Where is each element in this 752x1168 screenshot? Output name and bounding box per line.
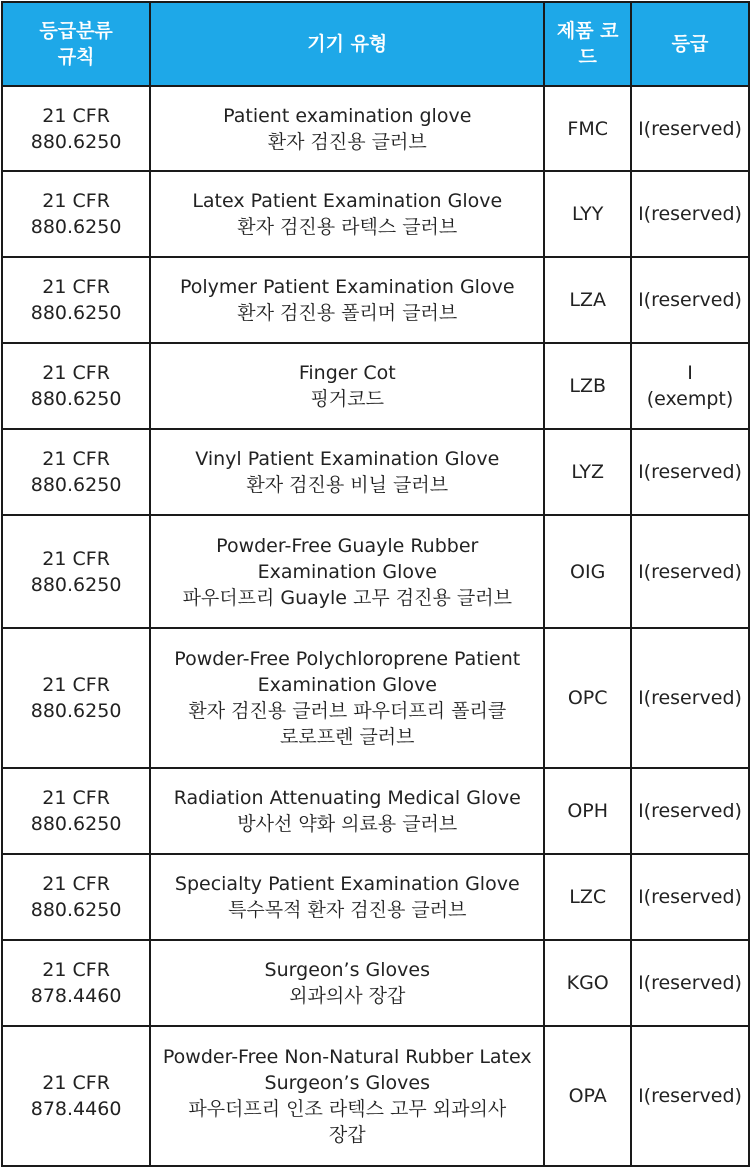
table-row	[2, 257, 749, 343]
device-type-english: Latex Patient Examination Glove	[192, 190, 503, 212]
device-class-cell: I(reserved)	[631, 1026, 749, 1166]
device-type-cell	[150, 1026, 544, 1166]
rule-cell: 21 CFR 880.6250	[2, 515, 150, 628]
product-code-cell: LZC	[544, 854, 631, 940]
glove-classification-table	[1, 1, 750, 1167]
device-type-korean: 파우더프리 Guayle 고무 검진용 글러브	[182, 586, 512, 609]
device-class-cell: I(reserved)	[631, 768, 749, 854]
rule-cell: 21 CFR 880.6250	[2, 628, 150, 768]
device-type-english: Vinyl Patient Examination Glove	[195, 448, 500, 470]
header-class	[631, 2, 749, 86]
product-code-cell: LYY	[544, 171, 631, 257]
product-code-cell: OIG	[544, 515, 631, 628]
device-type-cell	[150, 429, 544, 515]
header-device-type	[150, 2, 544, 86]
device-type-english: Powder-Free Guayle Rubber Examination Glove	[216, 534, 479, 583]
rule-cell: 21 CFR 878.4460	[2, 940, 150, 1026]
table-row	[2, 1026, 749, 1166]
rule-cell: 21 CFR 880.6250	[2, 171, 150, 257]
table-row	[2, 768, 749, 854]
table-row	[2, 854, 749, 940]
rule-cell: 21 CFR 880.6250	[2, 768, 150, 854]
device-class-cell: I(reserved)	[631, 940, 749, 1026]
device-type-korean: 파우더프리 인조 라텍스 고무 외과의사 장갑	[188, 1098, 507, 1146]
table-body	[2, 86, 749, 1166]
product-code-cell: LZA	[544, 257, 631, 343]
device-type-english: Patient examination glove	[223, 104, 472, 127]
rule-cell: 21 CFR 880.6250	[2, 429, 150, 515]
device-type-cell	[150, 854, 544, 940]
table-row	[2, 940, 749, 1026]
header-rule-text: 등급분류 규칙	[39, 20, 113, 68]
table-row	[2, 628, 749, 768]
device-type-korean: 방사선 약화 의료용 글러브	[237, 813, 458, 835]
device-type-korean: 핑거코드	[310, 388, 384, 410]
header-device-type-text: 기기 유형	[307, 33, 388, 55]
product-code-cell: OPH	[544, 768, 631, 854]
device-type-cell	[150, 628, 544, 768]
device-class-cell: I(reserved)	[631, 429, 749, 515]
device-class-cell: I(reserved)	[631, 257, 749, 343]
device-class-cell: I(reserved)	[631, 628, 749, 768]
rule-cell: 21 CFR 880.6250	[2, 86, 150, 171]
device-type-english: Finger Cot	[298, 362, 396, 384]
rule-cell: 21 CFR 880.6250	[2, 343, 150, 429]
table-row	[2, 343, 749, 429]
product-code-cell: KGO	[544, 940, 631, 1026]
device-type-english: Surgeon’s Gloves	[264, 959, 430, 981]
device-type-english: Specialty Patient Examination Glove	[174, 873, 520, 895]
device-type-cell	[150, 257, 544, 343]
table-row	[2, 86, 749, 171]
device-type-korean: 외과의사 장갑	[289, 985, 406, 1007]
header-class-text: 등급	[671, 33, 709, 55]
device-type-english: Powder-Free Non-Natural Rubber Latex Surgeon’s Gloves	[162, 1046, 532, 1094]
device-type-korean: 환자 검진용 글러브 파우더프리 폴리클 로로프렌 글러브	[188, 700, 507, 748]
device-type-korean: 특수목적 환자 검진용 글러브	[228, 899, 467, 921]
device-class-cell: I(reserved)	[631, 515, 749, 628]
device-type-korean: 환자 검진용 글러브	[267, 130, 427, 153]
header-product-code-text: 제품 코 드	[556, 20, 619, 68]
device-type-english: Powder-Free Polychloroprene Patient Examination Glove	[174, 648, 521, 696]
device-type-korean: 환자 검진용 비닐 글러브	[246, 474, 449, 496]
device-type-cell	[150, 768, 544, 854]
device-class-cell: I(reserved)	[631, 86, 749, 171]
product-code-cell: OPA	[544, 1026, 631, 1166]
product-code-cell: FMC	[544, 86, 631, 171]
header-rule	[2, 2, 150, 86]
product-code-cell: OPC	[544, 628, 631, 768]
header-row	[2, 2, 749, 86]
rule-cell: 21 CFR 878.4460	[2, 1026, 150, 1166]
device-type-cell	[150, 940, 544, 1026]
device-type-cell	[150, 343, 544, 429]
rule-cell: 21 CFR 880.6250	[2, 854, 150, 940]
device-type-korean: 환자 검진용 폴리머 글러브	[237, 302, 458, 324]
device-type-korean: 환자 검진용 라텍스 글러브	[237, 216, 458, 238]
product-code-cell: LYZ	[544, 429, 631, 515]
product-code-cell: LZB	[544, 343, 631, 429]
device-type-english: Radiation Attenuating Medical Glove	[173, 787, 521, 809]
device-type-cell	[150, 515, 544, 628]
table-row	[2, 515, 749, 628]
table-row	[2, 429, 749, 515]
rule-cell: 21 CFR 880.6250	[2, 257, 150, 343]
device-class-cell: I (exempt)	[631, 343, 749, 429]
device-type-cell	[150, 86, 544, 171]
device-type-english: Polymer Patient Examination Glove	[179, 276, 515, 298]
table-row	[2, 171, 749, 257]
device-type-cell	[150, 171, 544, 257]
device-class-cell: I(reserved)	[631, 171, 749, 257]
header-product-code	[544, 2, 631, 86]
device-class-cell: I(reserved)	[631, 854, 749, 940]
